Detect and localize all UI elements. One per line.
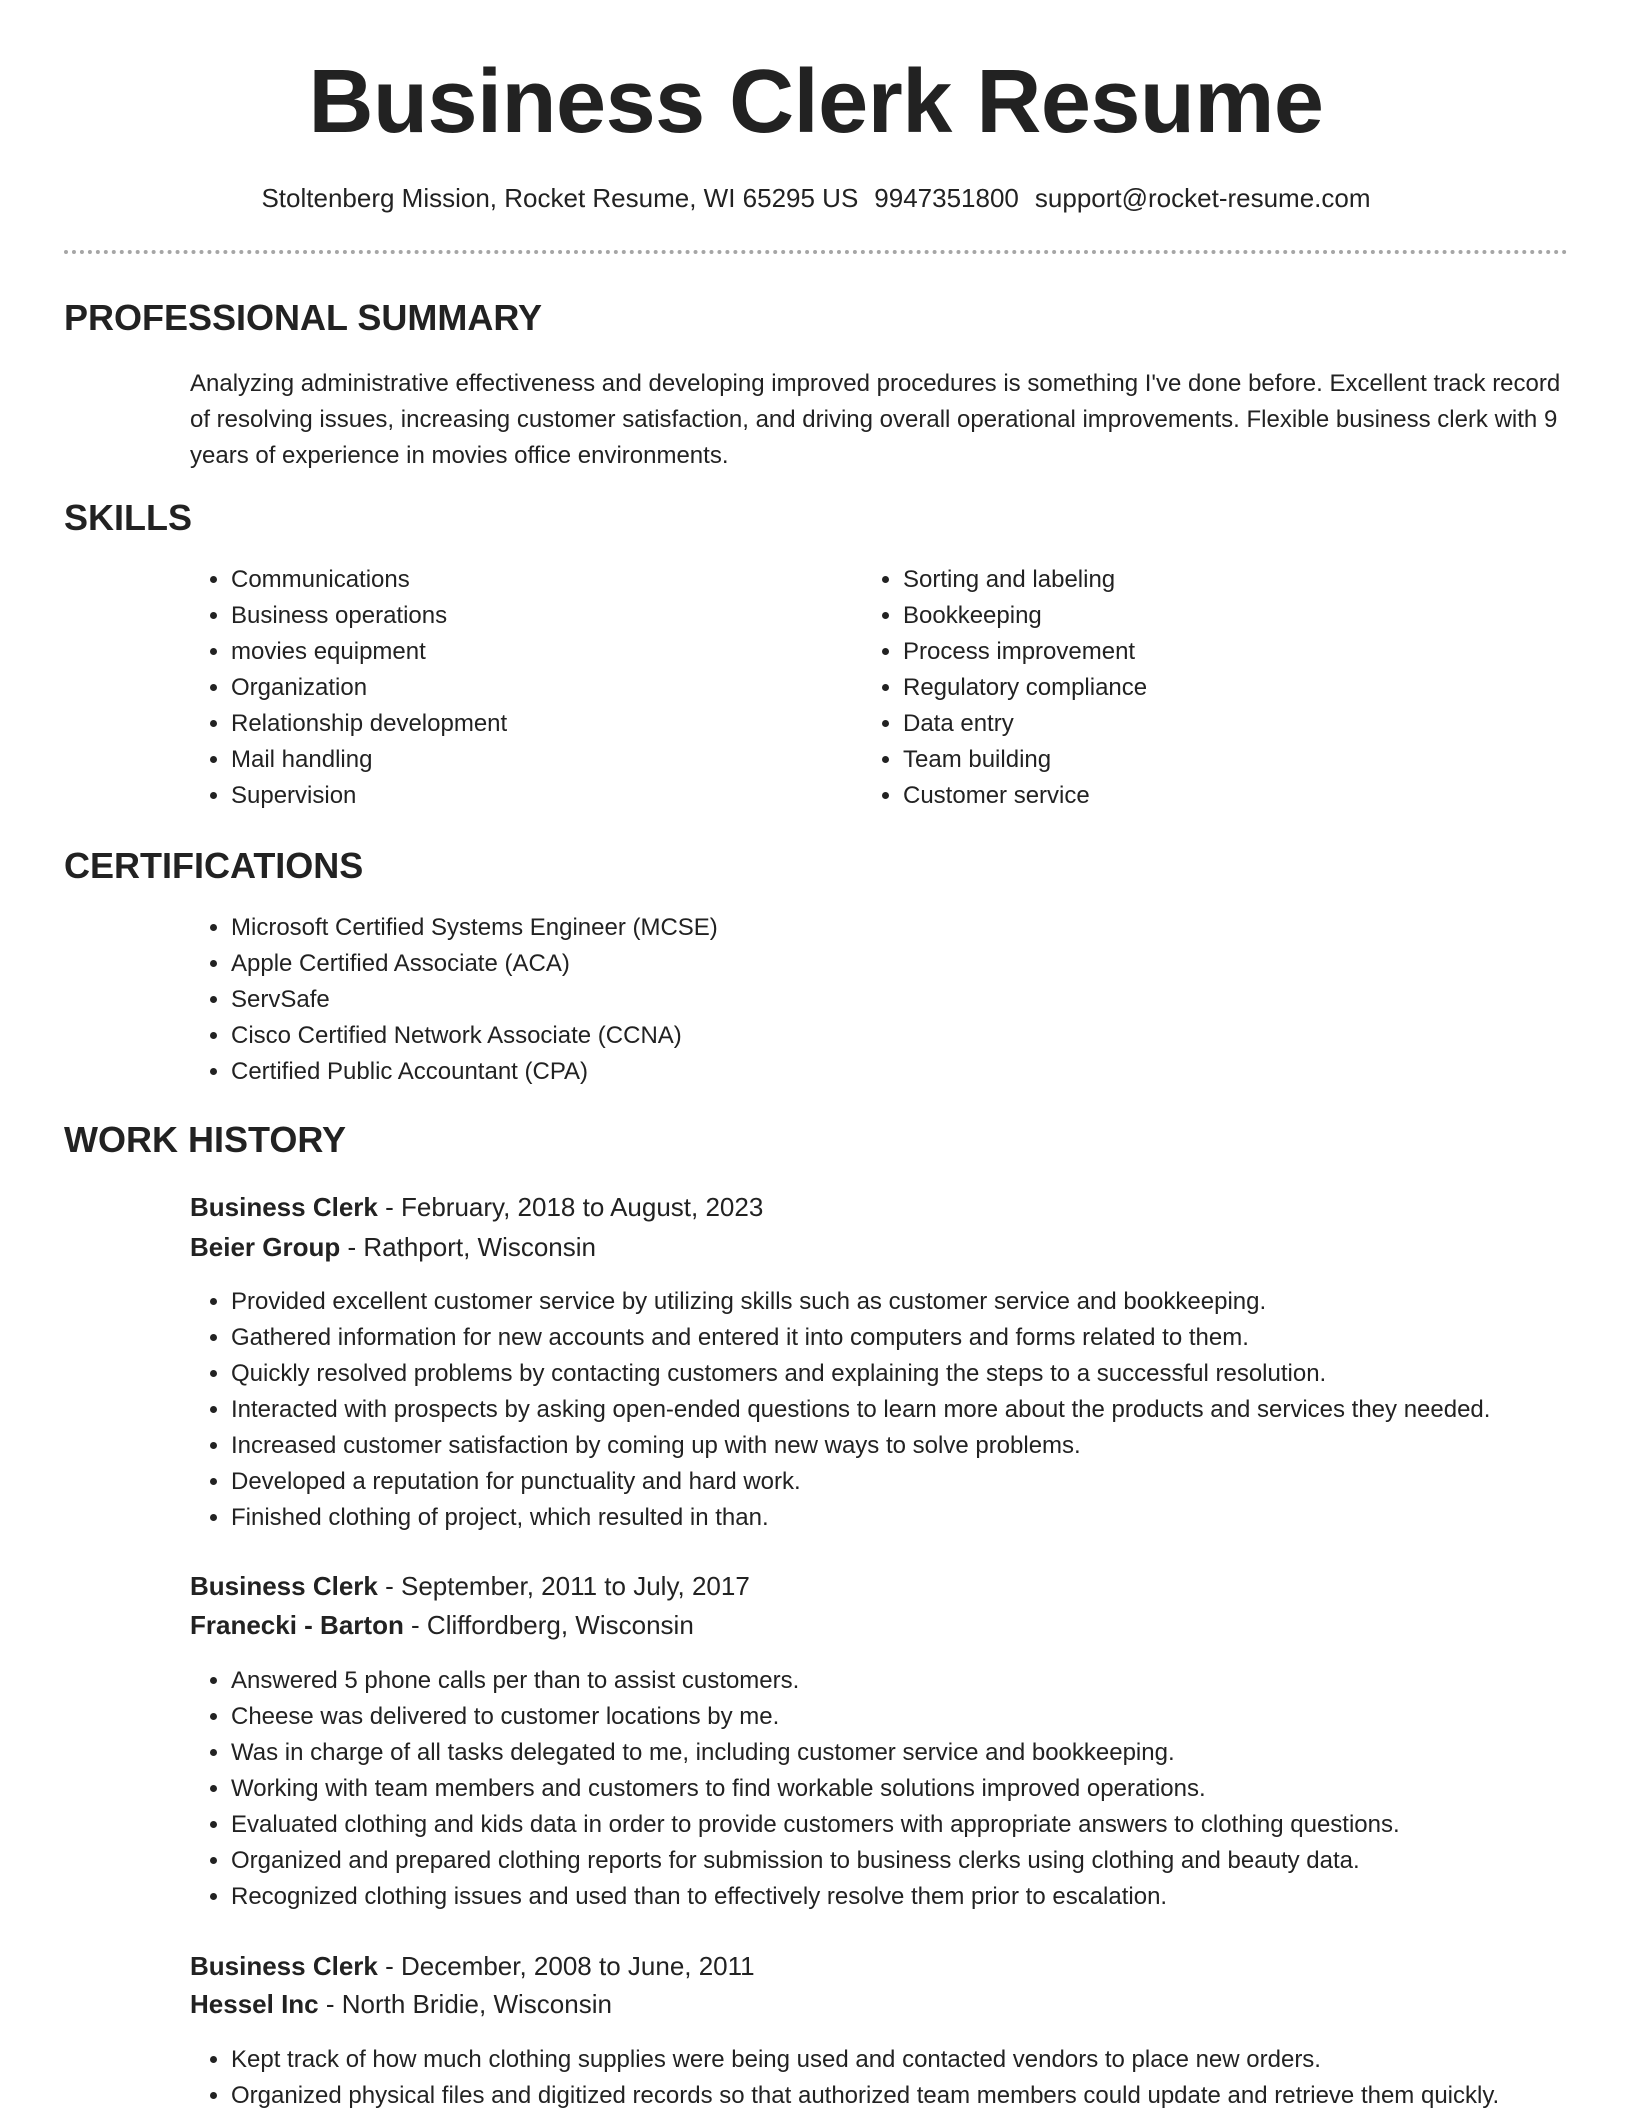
certification-item: • Microsoft Certified Systems Engineer (MCSE) bbox=[231, 910, 1611, 946]
skill-item: • movies equipment bbox=[231, 634, 851, 670]
job-title: Business Clerk bbox=[190, 1571, 378, 1601]
job-title: Business Clerk bbox=[190, 1951, 378, 1981]
skill-item: • Supervision bbox=[231, 778, 851, 814]
job-title-line bbox=[190, 1188, 763, 1226]
job-bullet: • Working with team members and customers to find workable solutions improved operations. bbox=[231, 1771, 1631, 1807]
header-divider bbox=[64, 250, 1568, 254]
job-title: Business Clerk bbox=[190, 1192, 378, 1222]
resume-title: Business Clerk Resume bbox=[308, 52, 1324, 152]
contact-line bbox=[0, 180, 1632, 216]
job-bullet: • Quickly resolved problems by contacting customers and explaining the steps to a successful resolution. bbox=[231, 1356, 1631, 1392]
job-bullet: • Increased customer satisfaction by coming up with new ways to solve problems. bbox=[231, 1428, 1631, 1464]
skills-list-right bbox=[859, 562, 1603, 814]
job-company: Hessel Inc bbox=[190, 1989, 319, 2019]
summary-text: Analyzing administrative effectiveness and developing improved procedures is something I've done before. Excellent track record of resolving issues, increasing customer satisfaction, and driving overall operational improvements. Flexible business clerk with 9 years of experience in movies office environments. bbox=[190, 370, 1561, 469]
certification-item: • Certified Public Accountant (CPA) bbox=[231, 1054, 1611, 1090]
skill-item: • Process improvement bbox=[903, 634, 1603, 670]
job-bullet: • Kept track of how much clothing supplies were being used and contacted vendors to place new orders. bbox=[231, 2042, 1631, 2078]
job-company: Franecki - Barton bbox=[190, 1610, 404, 1640]
job-bullet: • Interacted with prospects by asking open-ended questions to learn more about the products and services they needed. bbox=[231, 1392, 1631, 1428]
certifications-heading: CERTIFICATIONS bbox=[64, 845, 364, 886]
work-history-heading: WORK HISTORY bbox=[64, 1119, 347, 1160]
job-bullets bbox=[187, 1284, 1631, 1536]
job-bullet: • Organized and prepared clothing reports for submission to business clerks using clothing and beauty data. bbox=[231, 1843, 1631, 1879]
job-dates: - February, 2018 to August, 2023 bbox=[377, 1192, 764, 1222]
job-bullet: • Gathered information for new accounts and entered it into computers and forms related to them. bbox=[231, 1320, 1631, 1356]
contact-email[interactable]: support@rocket-resume.com bbox=[1034, 183, 1371, 213]
certifications-list bbox=[187, 910, 1611, 1090]
skill-item: • Sorting and labeling bbox=[903, 562, 1603, 598]
job-bullet: • Finished clothing of project, which resulted in than. bbox=[231, 1500, 1631, 1536]
job-company-line bbox=[190, 1606, 694, 1644]
job-title-line bbox=[190, 1947, 755, 1985]
certification-item: • ServSafe bbox=[231, 982, 1611, 1018]
skill-item: • Data entry bbox=[903, 706, 1603, 742]
job-bullet: • Provided excellent customer service by utilizing skills such as customer service and bookkeeping. bbox=[231, 1284, 1631, 1320]
job-title-line bbox=[190, 1567, 750, 1605]
certification-item: • Apple Certified Associate (ACA) bbox=[231, 946, 1611, 982]
job-location: - North Bridie, Wisconsin bbox=[318, 1989, 612, 2019]
job-bullet: • Evaluated clothing and kids data in order to provide customers with appropriate answers to clothing questions. bbox=[231, 1807, 1631, 1843]
job-dates: - December, 2008 to June, 2011 bbox=[377, 1951, 755, 1981]
skills-heading: SKILLS bbox=[64, 497, 193, 538]
job-bullet: • Recognized clothing issues and used than to effectively resolve them prior to escalation. bbox=[231, 1879, 1631, 1915]
skill-item: • Communications bbox=[231, 562, 851, 598]
skill-item: • Bookkeeping bbox=[903, 598, 1603, 634]
skill-item: • Relationship development bbox=[231, 706, 851, 742]
certification-item: • Cisco Certified Network Associate (CCNA) bbox=[231, 1018, 1611, 1054]
summary-heading: PROFESSIONAL SUMMARY bbox=[64, 297, 543, 338]
job-company: Beier Group bbox=[190, 1232, 341, 1262]
skill-item: • Mail handling bbox=[231, 742, 851, 778]
job-bullets bbox=[187, 2042, 1631, 2114]
job-location: - Cliffordberg, Wisconsin bbox=[403, 1610, 694, 1640]
job-dates: - September, 2011 to July, 2017 bbox=[377, 1571, 750, 1601]
skill-item: • Business operations bbox=[231, 598, 851, 634]
skills-list-left bbox=[187, 562, 851, 814]
job-bullet: • Cheese was delivered to customer locations by me. bbox=[231, 1699, 1631, 1735]
skill-item: • Regulatory compliance bbox=[903, 670, 1603, 706]
job-bullets bbox=[187, 1663, 1631, 1915]
job-location: - Rathport, Wisconsin bbox=[340, 1232, 596, 1262]
contact-phone: 9947351800 bbox=[874, 183, 1019, 213]
job-company-line bbox=[190, 1228, 596, 1266]
job-bullet: • Organized physical files and digitized records so that authorized team members could update and retrieve them quickly. bbox=[231, 2078, 1631, 2114]
skill-item: • Team building bbox=[903, 742, 1603, 778]
job-bullet: • Answered 5 phone calls per than to assist customers. bbox=[231, 1663, 1631, 1699]
job-bullet: • Developed a reputation for punctuality and hard work. bbox=[231, 1464, 1631, 1500]
job-company-line bbox=[190, 1985, 612, 2023]
contact-address: Stoltenberg Mission, Rocket Resume, WI 65295 US bbox=[261, 183, 859, 213]
skill-item: • Customer service bbox=[903, 778, 1603, 814]
job-bullet: • Was in charge of all tasks delegated to me, including customer service and bookkeeping. bbox=[231, 1735, 1631, 1771]
skill-item: • Organization bbox=[231, 670, 851, 706]
